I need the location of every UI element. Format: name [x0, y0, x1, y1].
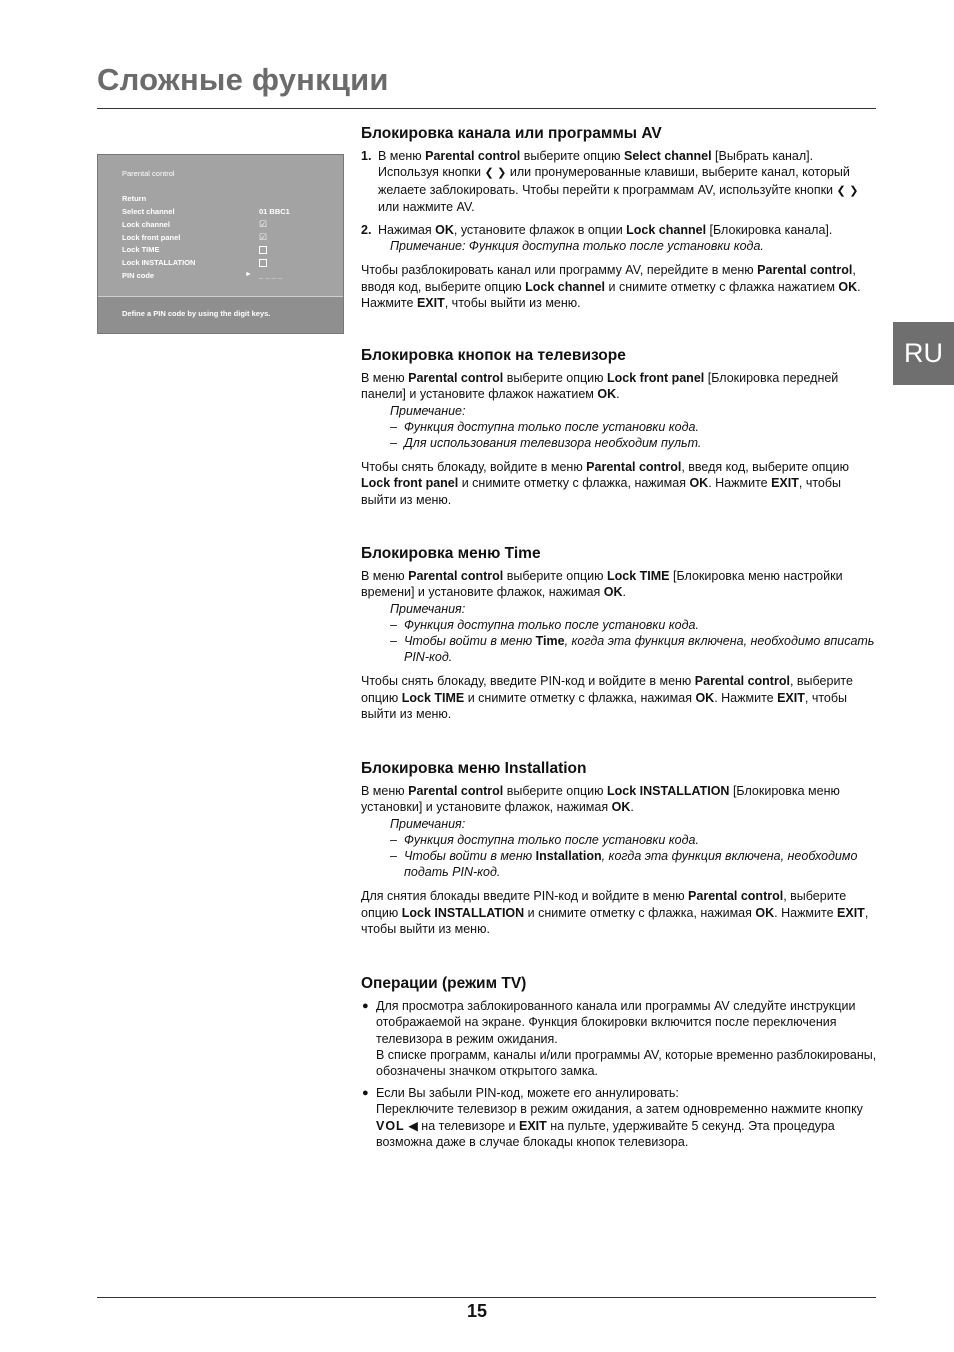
paragraph: В меню Parental control выберите опцию Lock front panel [Блокировка передней панели] и установите флажок нажатием OK.	[361, 371, 839, 402]
osd-value: 01 BBC1	[259, 207, 290, 216]
note-item: – Функция доступна только после установки кода.	[390, 832, 699, 847]
paragraph: Чтобы снять блокаду, введите PIN-код и войдите в меню Parental control, выберите опцию Lock TIME и снимите отметку с флажка, нажимая OK. Нажмите EXIT, чтобы выйти из меню.	[361, 674, 853, 721]
footer-rule	[97, 1297, 876, 1298]
osd-label: Select channel	[122, 207, 175, 216]
checked-box-icon: ☑	[259, 232, 268, 242]
osd-label: Lock channel	[122, 220, 170, 229]
header-rule	[97, 108, 876, 109]
pointer-arrow-icon: ►	[245, 271, 252, 278]
vol-key-label: VOL	[376, 1118, 405, 1133]
arrow-right-icon: ❯	[849, 184, 859, 197]
paragraph: Для снятия блокады введите PIN-код и войдите в меню Parental control, выберите опцию Lock INSTALLATION и снимите отметку с флажка, нажимая OK. Нажмите EXIT, чтобы выйти из меню.	[361, 889, 869, 936]
note-title: Примечания:	[390, 816, 466, 831]
osd-title: Parental control	[122, 169, 175, 178]
note-item: – Для использования телевизора необходим пульт.	[390, 436, 702, 451]
osd-label: Return	[122, 194, 147, 203]
note-title: Примечание:	[390, 403, 466, 418]
note-item: – Чтобы войти в меню Time, когда эта функция включена, необходимо вписать PIN-код.	[390, 634, 875, 665]
paragraph: Чтобы разблокировать канал или программу AV, перейдите в меню Parental control, вводя код, выберите опцию Lock channel и снимите отметку с флажка нажатием OK. Нажмите EXIT, чтобы выйти из меню.	[361, 263, 861, 310]
osd-label: Lock front panel	[122, 233, 181, 242]
list-number: 2.	[361, 223, 372, 238]
section-lock-installation	[361, 761, 877, 937]
section-heading: Операции (режим TV)	[361, 975, 527, 992]
osd-row-lock-channel	[122, 220, 322, 231]
parental-control-osd	[97, 154, 344, 334]
list-item: ● Если Вы забыли PIN-код, можете его аннулировать: Переключите телевизор в режим ожидания, а затем одновременно нажмите кнопку VOL ◀ на телевизоре и EXIT на пульте, удерживайте 5 секунд. Эта процедура возможна даже в случае блокады кнопок телевизора.	[362, 1086, 863, 1149]
osd-label: Lock INSTALLATION	[122, 258, 196, 267]
section-tv-operations	[361, 976, 877, 1150]
section-heading: Блокировка кнопок на телевизоре	[361, 347, 626, 364]
note-title: Примечания:	[390, 601, 466, 616]
paragraph: В меню Parental control выберите опцию Lock TIME [Блокировка меню настройки времени] и установите флажок, нажимая OK.	[361, 569, 843, 600]
checked-box-icon: ☑	[259, 219, 268, 229]
osd-row-pin-code	[122, 271, 322, 282]
osd-row-select-channel	[122, 207, 322, 218]
list-item: 1. В меню Parental control выберите опцию Select channel [Выбрать канал]. Используя кнопки ❮ ❯ или пронумерованные клавиши, выберите канал, который желаете заблокировать. Чтобы перейти к программам AV, используйте кнопки ❮ ❯ или нажмите AV.	[361, 149, 859, 214]
paragraph: Чтобы снять блокаду, войдите в меню Parental control, введя код, выберите опцию Lock front panel и снимите отметку с флажка, нажимая OK. Нажмите EXIT, чтобы выйти из меню.	[361, 460, 849, 507]
osd-row-return	[122, 194, 322, 205]
page-number: 15	[466, 1301, 488, 1321]
arrow-right-icon: ❯	[497, 167, 507, 180]
section-heading: Блокировка канала или программы AV	[361, 125, 662, 142]
osd-label: Lock TIME	[122, 245, 160, 254]
section-lock-time	[361, 546, 877, 722]
list-item: 2. Нажимая OK, установите флажок в опции Lock channel [Блокировка канала]. Примечание: Функция доступна только после установки кода.	[361, 222, 877, 254]
note-item: – Функция доступна только после установки кода.	[390, 617, 699, 632]
section-lock-channel	[361, 126, 877, 311]
arrow-left-icon: ❮	[836, 184, 846, 197]
osd-row-lock-time	[122, 245, 322, 256]
section-heading: Блокировка меню Time	[361, 545, 541, 562]
osd-label: PIN code	[122, 271, 155, 280]
bullet-icon: ●	[362, 1087, 369, 1100]
note-item: – Чтобы войти в меню Installation, когда эта функция включена, необходимо подать PIN-код.	[390, 849, 858, 880]
language-tab: RU	[893, 322, 954, 385]
arrow-left-icon: ❮	[484, 167, 494, 180]
unchecked-box-icon	[259, 259, 267, 267]
list-item: ● Для просмотра заблокированного канала или программы AV следуйте инструкции отображаемой на экране. Функция блокировки включится после переключения телевизора в режим ожидания. В списке программ, каналы и/или программы AV, которые временно разблокированы, обозначены значком открытого замка.	[362, 999, 877, 1079]
list-number: 1.	[361, 149, 372, 164]
page-title: Сложные функции	[97, 62, 389, 97]
vol-down-arrow-icon: ◀	[408, 1118, 418, 1133]
osd-value: _ _ _ _	[259, 271, 282, 280]
osd-row-lock-installation	[122, 258, 322, 269]
note-item: – Функция доступна только после установки кода.	[390, 419, 699, 434]
section-lock-front-panel	[361, 348, 877, 508]
section-heading: Блокировка меню Installation	[361, 760, 587, 777]
osd-hint: Define a PIN code by using the digit keys.	[122, 309, 271, 318]
bullet-icon: ●	[362, 1000, 369, 1013]
note: Примечание: Функция доступна только после установки кода.	[390, 239, 764, 254]
paragraph: В меню Parental control выберите опцию Lock INSTALLATION [Блокировка меню установки] и установите флажок, нажимая OK.	[361, 784, 840, 815]
unchecked-box-icon	[259, 246, 267, 254]
osd-row-lock-front-panel	[122, 233, 322, 244]
osd-footer	[98, 296, 343, 333]
